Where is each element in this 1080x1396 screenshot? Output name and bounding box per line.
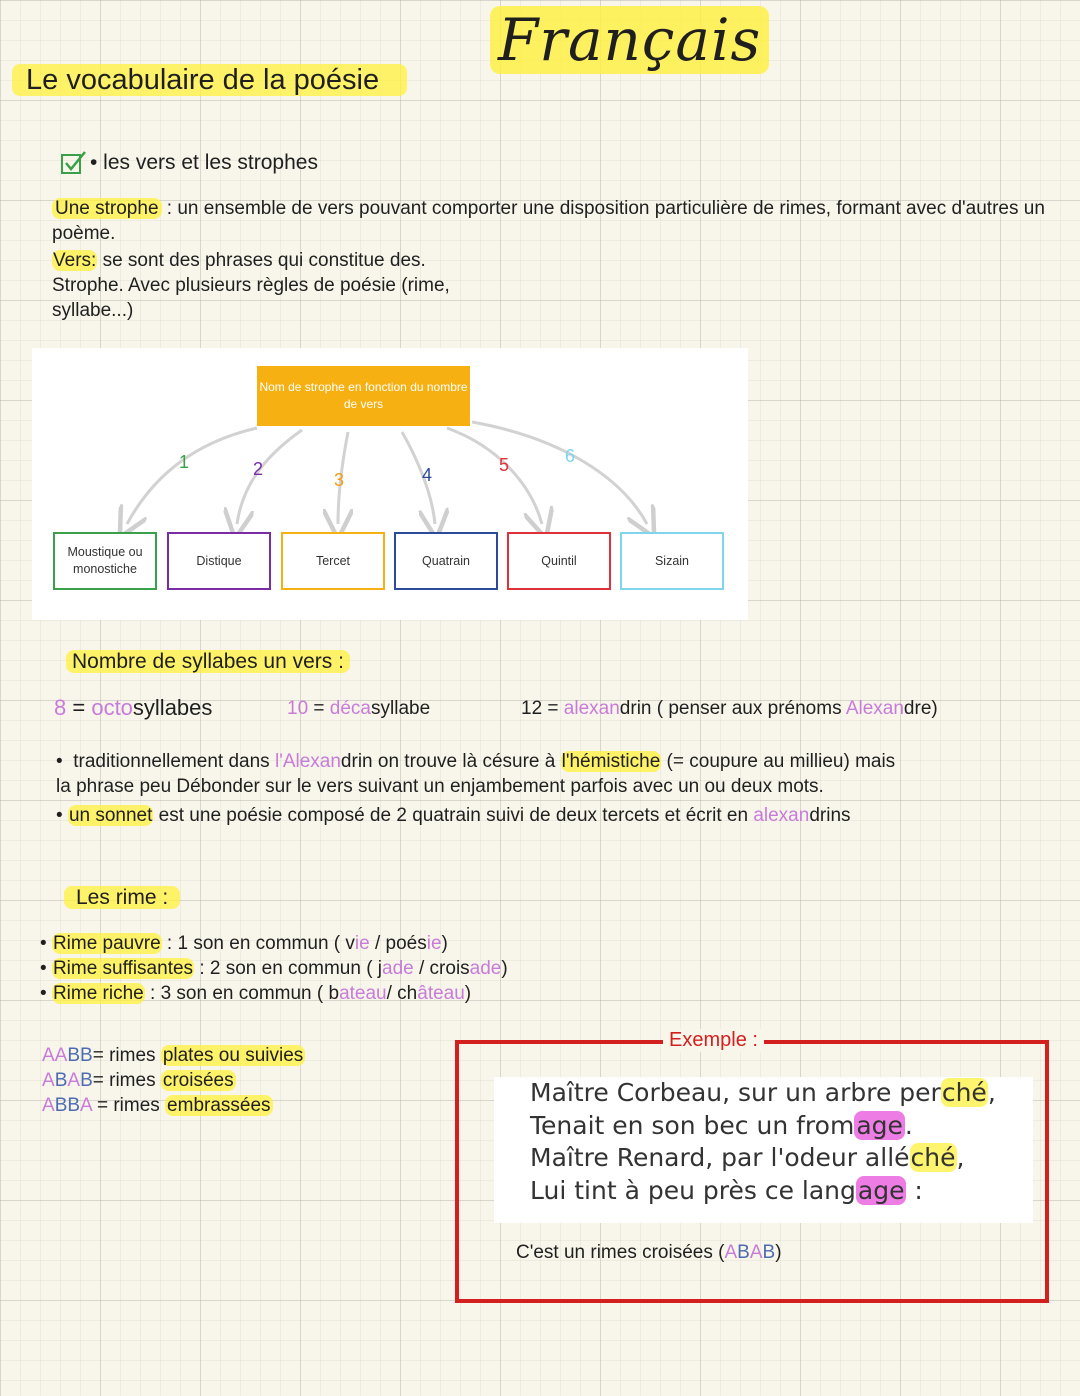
diagram-number-1: 1 [179, 452, 190, 472]
diagram-leaf-quintil: Quintil [507, 532, 611, 590]
poem-line-3: Maître Renard, par l'odeur alléché, [530, 1143, 965, 1172]
diagram-number-6: 6 [565, 446, 576, 466]
vers-definition: Vers: se sont des phrases qui constitue des. Strophe. Avec plusieurs règles de poésie (rime, syllabe...) [52, 250, 450, 321]
rime-suffisante: • Rime suffisantes : 2 son en commun ( jade / croisade) [40, 958, 508, 979]
diagram-leaf-monostiche: Moustique ou monostiche [53, 532, 157, 590]
strophe-diagram [32, 348, 748, 620]
page-title: Le vocabulaire de la poésie [12, 64, 407, 97]
section-heading-vers: • les vers et les strophes [60, 150, 318, 176]
poem-line-2: Tenait en son bec un fromage. [530, 1110, 913, 1140]
vers-term: Vers: [53, 250, 97, 271]
scheme-abba: ABBA = rimes embrassées [42, 1095, 271, 1116]
scheme-abab: ABAB= rimes croisées [42, 1070, 234, 1091]
example-conclusion: C'est un rimes croisées (ABAB) [516, 1242, 782, 1263]
strophe-definition: Une strophe : un ensemble de vers pouvant comporter une disposition particulière de rimes, formant avec d'autres un poème. [52, 198, 1045, 244]
diagram-leaf-quatrain: Quatrain [394, 532, 498, 590]
octosyllabe-entry: 8 = octosyllabes [54, 695, 213, 720]
scheme-code-abab: ABAB [724, 1242, 776, 1263]
strophe-term: Une strophe [52, 198, 162, 219]
rime-riche: • Rime riche : 3 son en commun ( bateau/ château) [40, 983, 472, 1004]
poem-line-4: Lui tint à peu près ce langage : [530, 1175, 923, 1205]
diagram-number-3: 3 [334, 470, 345, 490]
rime-pauvre: • Rime pauvre : 1 son en commun ( vie / poésie) [40, 933, 448, 954]
rime-schemes [42, 1043, 442, 1118]
sonnet-note: • un sonnet est une poésie composé de 2 quatrain suivi de deux tercets et écrit en alexandrins [56, 805, 851, 826]
rimes-heading: Les rime : [64, 886, 180, 910]
diagram-root: Nom de strophe en fonction du nombre de vers [257, 366, 470, 426]
cesure-note: • traditionnellement dans l'Alexandrin on trouve là césure à l'hémistiche (= coupure au millieu) mais la phrase peu Débonder sur le vers suivant un enjambement parfois avec un ou deux mots. [56, 751, 896, 797]
decasyllabe-entry: 10 = décasyllabe [287, 698, 431, 719]
diagram-number-5: 5 [499, 455, 510, 475]
diagram-leaf-distique: Distique [167, 532, 271, 590]
alexandrin-entry: 12 = alexandrin ( penser aux prénoms Alexandre) [521, 698, 938, 719]
poem-line-1: Maître Corbeau, sur un arbre perché, [530, 1078, 996, 1107]
diagram-number-2: 2 [253, 459, 264, 479]
syllables-heading: Nombre de syllabes un vers : [66, 650, 350, 674]
checkbox-checked-icon [60, 150, 88, 176]
diagram-leaf-sizain: Sizain [620, 532, 724, 590]
diagram-number-4: 4 [422, 465, 433, 485]
scheme-aabb: AABB= rimes plates ou suivies [42, 1045, 304, 1066]
example-label: Exemple : [663, 1029, 764, 1052]
rimes-list [40, 931, 740, 1006]
diagram-leaf-tercet: Tercet [281, 532, 385, 590]
example-poem [494, 1077, 1033, 1223]
subject-title: Français [490, 6, 769, 74]
